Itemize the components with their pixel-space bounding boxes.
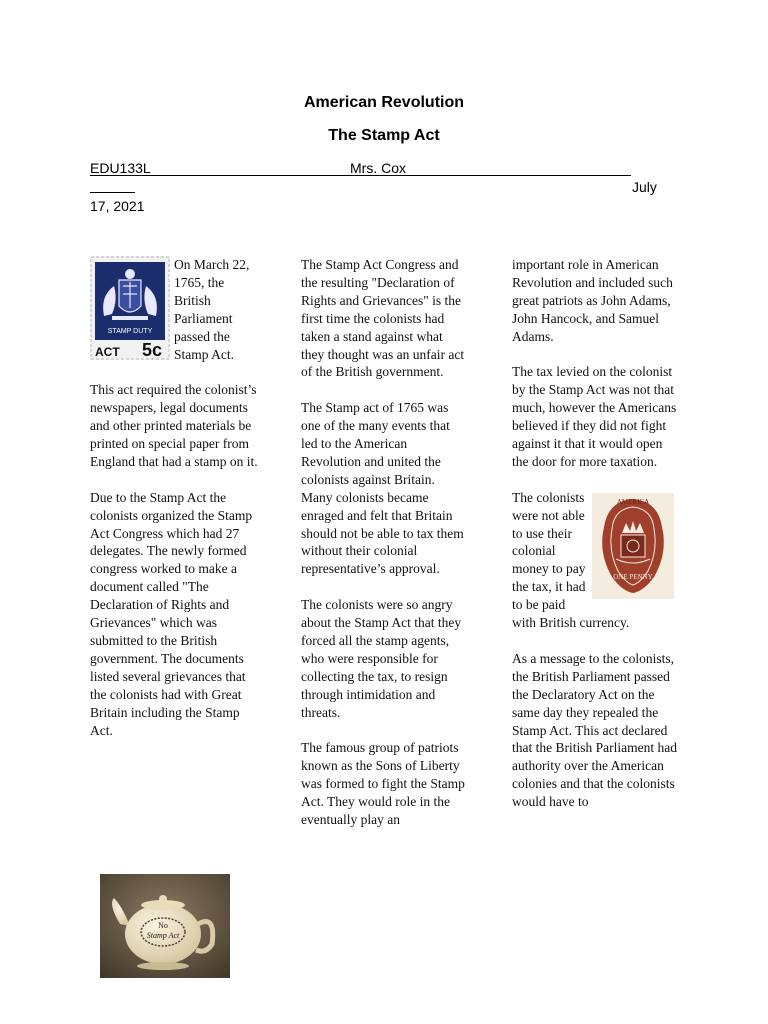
col2-paragraph-4: The famous group of patriots known as the Sons of Liberty was formed to fight the Stamp Act. They would role in the eventually play an [301, 740, 465, 828]
teapot-text-1: No [158, 921, 168, 930]
one-penny-stamp-image [590, 489, 680, 605]
column-2 [301, 256, 469, 829]
teacher-name: Mrs. Cox [350, 160, 406, 176]
course-code: EDU133L [90, 160, 151, 176]
stamp-duty-text: STAMP DUTY [107, 328, 153, 335]
stamp-duty-image [90, 256, 174, 366]
stamp-act-text: ACT [95, 345, 120, 359]
page-title: American Revolution [303, 94, 465, 111]
col3-paragraph-2: The tax levied on the colonist by the Stamp Act was not that much, however the Americans believed if they did not fight against it that it would open the door for more taxation. [512, 364, 677, 469]
teapot-image [100, 874, 230, 978]
column-3 [512, 256, 680, 811]
col1-paragraph-2: This act required the colonist’s newspapers, legal documents and other printed materials be printed on special paper from England that had a stamp on it. [90, 382, 258, 469]
col2-paragraph-1: The Stamp Act Congress and the resulting "Declaration of Rights and Grievances" is the first time the colonists had taken a stand against what they thought was an unfair act of the British government. [301, 257, 465, 380]
col3-paragraph-4: As a message to the colonists, the British Parliament passed the Declaratory Act on the same day they repealed the Stamp Act. This act declared that the British Parliament had authority over the American colonies and that the colonists would have to [512, 650, 677, 810]
stamp2-top-text: AMERICA [616, 497, 650, 506]
col3-paragraph-3: The colonists were not able to use their colonial money to pay the tax, it had to be paid with British currency. [512, 489, 630, 631]
header-underline-2 [90, 192, 135, 193]
column-1 [90, 256, 260, 739]
col2-paragraph-2: The Stamp act of 1765 was one of the many events that led to the American Revolution and united the colonists against Britain. Many colonists became enraged and felt that Britain should not be able to tax them without their colonial representative’s approval. [301, 400, 464, 577]
col1-paragraph-3: Due to the Stamp Act the colonists organized the Stamp Act Congress which had 27 delegates. The newly formed congress worked to make a document called "The Declaration of Rights and Grievances" which was submitted to the British government. The documents listed several grievances that the colonists had with Great Britain including the Stamp Act. [90, 489, 253, 738]
date-day-year: 17, 2021 [90, 198, 145, 214]
col3-paragraph-1: important role in American Revolution and included such great patriots as John Adams, John Hancock, and Samuel Adams. [512, 257, 673, 344]
stamp2-bottom-text: ONE PENNY [613, 572, 653, 581]
date-month: July [632, 179, 657, 195]
col2-paragraph-3: The colonists were so angry about the Stamp Act that they forced all the stamp agents, who were responsible for collecting the tax, to resign through intimidation and threats. [301, 597, 462, 720]
stamp-price-text: 5c [142, 340, 163, 360]
col1-paragraph-1: On March 22, 1765, the British Parliament passed the Stamp Act. [174, 257, 250, 362]
page-subtitle: The Stamp Act [328, 127, 440, 144]
teapot-text-2: Stamp Act [146, 931, 180, 940]
header-underline [90, 175, 631, 176]
